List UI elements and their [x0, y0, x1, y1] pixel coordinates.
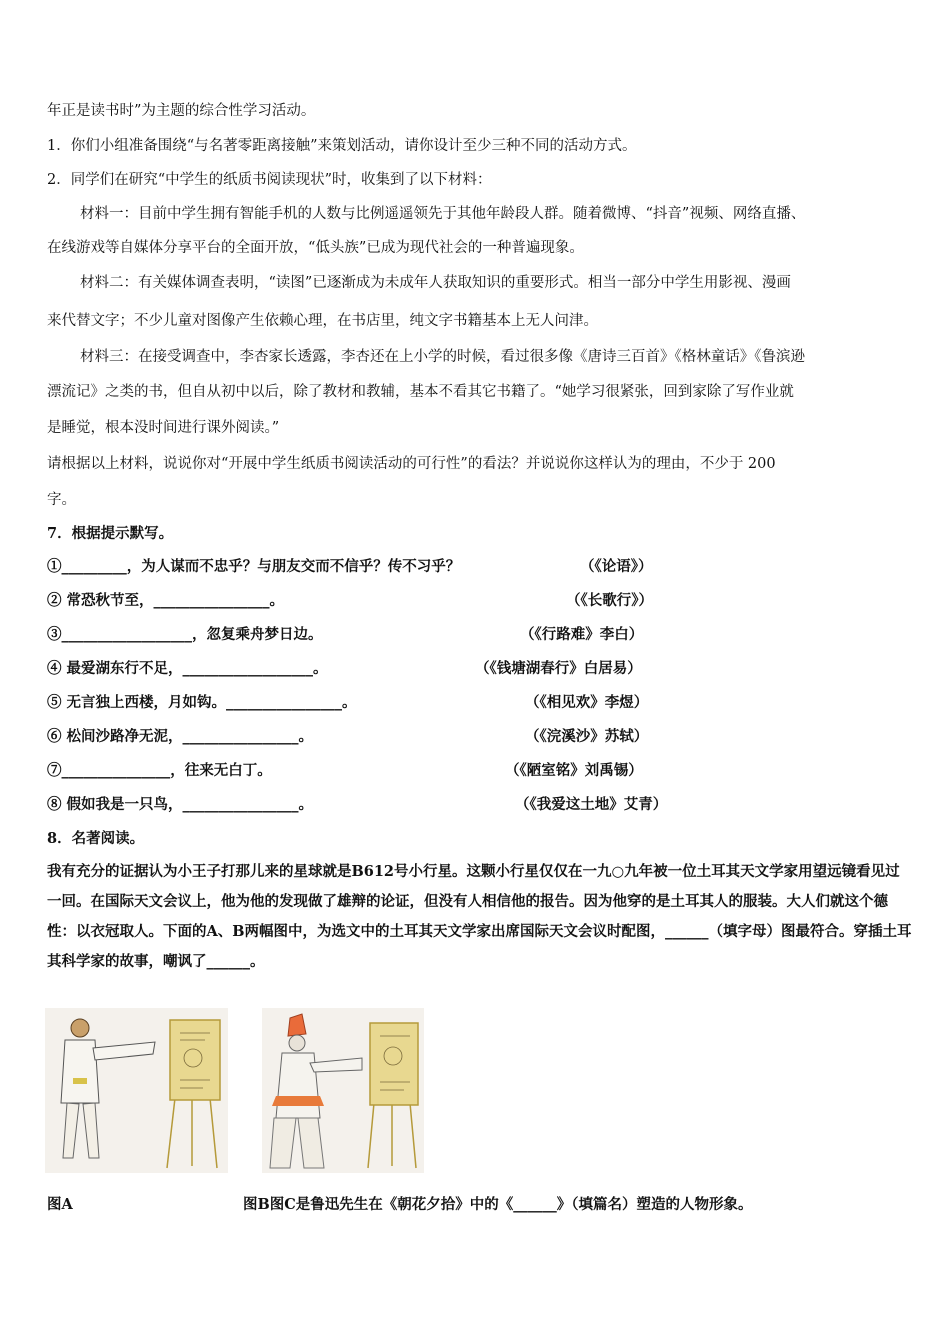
dictation-line-2: ② 常恐秋节至，________________。: [47, 592, 285, 609]
question-8-title: 8．名著阅读。: [47, 830, 145, 847]
dictation-source-3: （《行路难》李白）: [520, 626, 644, 643]
material-2-line-1: 材料二：有关媒体调查表明，“读图”已逐渐成为未成年人获取知识的重要形式。相当一部分中学生用影视、漫画: [80, 275, 791, 291]
material-3-line-3: 是睡觉，根本没时间进行课外阅读。”: [47, 420, 280, 436]
material-2-line-2: 来代替文字；不少儿童对图像产生依赖心理，在书店里，纯文字书籍基本上无人问津。: [47, 313, 598, 329]
question-7-title: 7．根据提示默写。: [47, 525, 174, 542]
blackboard-b: [370, 1023, 418, 1105]
easel-a: [167, 1098, 217, 1168]
dictation-line-1: ①_________，为人谋而不忠乎？与朋友交而不信乎？传不习乎？: [47, 558, 461, 575]
astronomer-a: [61, 1019, 155, 1158]
question-2: 2．同学们在研究“中学生的纸质书阅读现状”时，收集到了以下材料：: [47, 172, 492, 188]
intro-line: 年正是读书时”为主题的综合性学习活动。: [47, 103, 316, 119]
dictation-source-2: （《长歌行》）: [566, 592, 653, 609]
dictation-source-4: （《钱塘湖春行》白居易）: [475, 660, 642, 677]
dictation-source-1: （《论语》）: [580, 558, 653, 575]
figure-a-illustration: [45, 1008, 228, 1173]
material-1-line-1: 材料一：目前中学生拥有智能手机的人数与比例遥遥领先于其他年龄段人群。随着微博、“抖音”视频、网络直播、: [80, 206, 806, 222]
question-2-task-line-2: 字。: [47, 492, 76, 508]
question-8-passage: 我有充分的证据认为小王子打那儿来的星球就是B612号小行星。这颗小行星仅仅在一九○九年被一位土耳其天文学家用望远镜看见过一回。在国际天文会议上，他为他的发现做了雄辩的论证，但没有人相信他的报告。因为他穿的是土耳其人的服装。大人们就这个德性：以衣冠取人。下面的A、B两幅图中，为选文中的土耳其天文学家出席国际天文会议时配图，______（填字母）图最符合。穿插土耳其科学家的故事，嘲讽了______。: [47, 863, 912, 970]
material-3-line-1: 材料三：在接受调查中，李杏家长透露，李杏还在上小学的时候，看过很多像《唐诗三百首》《格林童话》《鲁滨逊: [80, 349, 805, 365]
easel-b: [368, 1103, 416, 1168]
dictation-line-8: ⑧ 假如我是一只鸟，________________。: [47, 796, 314, 813]
dictation-source-6: （《浣溪沙》苏轼）: [525, 728, 649, 745]
dictation-line-6: ⑥ 松间沙路净无泥，________________。: [47, 728, 314, 745]
figure-b-illustration: [262, 1008, 424, 1173]
material-3-line-2: 漂流记》之类的书，但自从初中以后，除了教材和教辅，基本不看其它书籍了。“她学习很紧张，回到家除了写作业就: [47, 384, 794, 400]
question-1: 1．你们小组准备围绕“与名著零距离接触”来策划活动，请你设计至少三种不同的活动方式。: [47, 138, 637, 154]
dictation-line-4: ④ 最爱湖东行不足，__________________。: [47, 660, 328, 677]
figure-b-caption: 图B图C是鲁迅先生在《朝花夕拾》中的《______》（填篇名）塑造的人物形象。: [243, 1196, 753, 1213]
dictation-line-3: ③__________________，忽复乘舟梦日边。: [47, 626, 323, 643]
material-1-line-2: 在线游戏等自媒体分享平台的全面开放，“低头族”已成为现代社会的一种普遍现象。: [47, 240, 584, 256]
dictation-line-7: ⑦_______________，往来无白丁。: [47, 762, 272, 779]
dictation-source-8: （《我爱这土地》艾青）: [515, 796, 668, 813]
dictation-source-7: （《陋室铭》刘禹锡）: [505, 762, 643, 779]
astronomer-b: [270, 1014, 362, 1168]
dictation-source-5: （《相见欢》李煜）: [525, 694, 649, 711]
figure-a-drawing: [45, 1008, 228, 1173]
dictation-line-5: ⑤ 无言独上西楼，月如钩。________________。: [47, 694, 357, 711]
figure-a-caption: 图A: [47, 1196, 73, 1213]
figure-b-drawing: [262, 1008, 424, 1173]
question-2-task-line-1: 请根据以上材料，说说你对“开展中学生纸质书阅读活动的可行性”的看法？并说说你这样认为的理由，不少于 200: [47, 456, 776, 472]
